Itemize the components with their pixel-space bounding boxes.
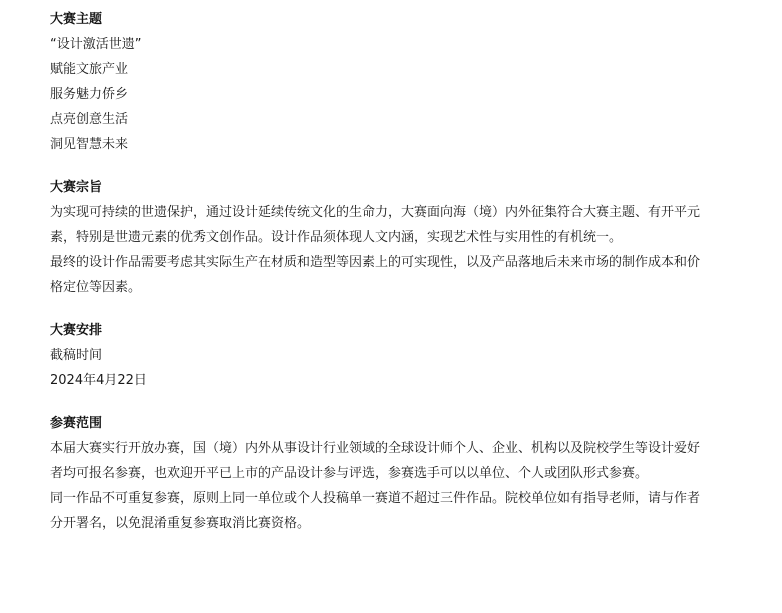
article-content — [50, 7, 700, 554]
theme-section — [50, 7, 700, 157]
scope-heading: 参赛范围 — [50, 416, 103, 431]
theme-line: “设计激活世遗” — [50, 37, 142, 52]
purpose-heading: 大赛宗旨 — [50, 180, 103, 195]
theme-line: 点亮创意生活 — [50, 112, 129, 127]
scope-section — [50, 411, 700, 536]
schedule-section — [50, 318, 700, 393]
theme-line: 服务魅力侨乡 — [50, 87, 129, 102]
deadline-date: 2024年4月22日 — [50, 373, 147, 388]
purpose-paragraph: 最终的设计作品需要考虑其实际生产在材质和造型等因素上的可实现性，以及产品落地后未来市场的制作成本和价格定位等因素。 — [50, 255, 701, 295]
schedule-heading: 大赛安排 — [50, 323, 103, 338]
scope-paragraph: 同一作品不可重复参赛，原则上同一单位或个人投稿单一赛道不超过三件作品。院校单位如有指导老师，请与作者分开署名，以免混淆重复参赛取消比赛资格。 — [50, 491, 701, 531]
purpose-paragraph: 为实现可持续的世遗保护，通过设计延续传统文化的生命力，大赛面向海（境）内外征集符合大赛主题、有开平元素，特别是世遗元素的优秀文创作品。设计作品须体现人文内涵，实现艺术性与实用性的有机统一。 — [50, 205, 701, 245]
theme-line: 赋能文旅产业 — [50, 62, 129, 77]
theme-heading: 大赛主题 — [50, 12, 103, 27]
theme-line: 洞见智慧未来 — [50, 137, 129, 152]
purpose-section — [50, 175, 700, 300]
deadline-label: 截稿时间 — [50, 348, 103, 363]
scope-paragraph: 本届大赛实行开放办赛，国（境）内外从事设计行业领域的全球设计师个人、企业、机构以及院校学生等设计爱好者均可报名参赛，也欢迎开平已上市的产品设计参与评选，参赛选手可以以单位、个人或团队形式参赛。 — [50, 441, 701, 481]
